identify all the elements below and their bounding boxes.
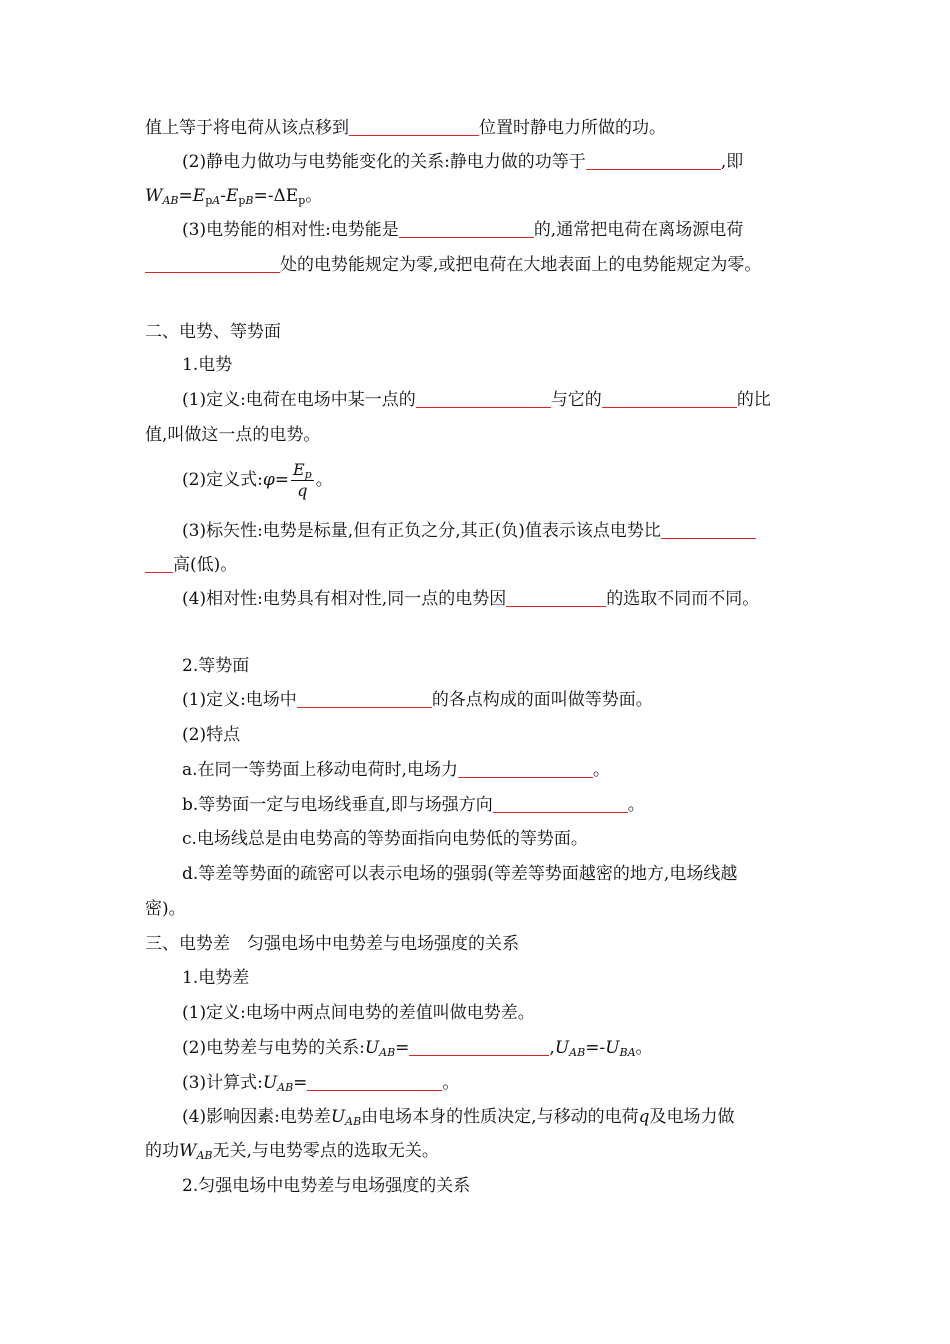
potential-difference-factors: (4)影响因素:电势差$U_{AB}$由电场本身的性质决定,与移动的电荷q及电场力做 — [182, 1107, 735, 1128]
feature-c: c.电场线总是由电势高的等势面指向电势低的等势面。 — [182, 829, 588, 849]
fill-blank[interactable] — [145, 554, 173, 573]
potential-difference-relation: (2)电势差与电势的关系$:U_{AB}= ,U_{AB}=-U_{BA}$。 — [182, 1038, 653, 1059]
feature-a: a.在同一等势面上移动电荷时,电场力 。 — [182, 760, 610, 780]
fill-blank[interactable] — [297, 689, 432, 708]
fill-blank[interactable] — [307, 1072, 442, 1091]
energy-definition-tail: 值上等于将电荷从该点移到 位置时静电力所做的功。 — [145, 118, 666, 138]
equipotential-features: (2)特点 — [182, 725, 241, 745]
fill-blank[interactable] — [586, 151, 721, 170]
fill-blank[interactable] — [602, 389, 737, 408]
potential-formula: (2)定义式:φ= $\frac{E_p}{q}$ 。 — [182, 460, 333, 500]
equipotential-definition: (1)定义:电场中 的各点构成的面叫做等势面。 — [182, 690, 653, 710]
subheading-potential: 1.电势 — [182, 355, 233, 375]
fill-blank[interactable] — [409, 1037, 549, 1056]
energy-relativity-line2: 处的电势能规定为零,或把电荷在大地表面上的电势能规定为零。 — [145, 253, 815, 277]
subheading-equipotential: 2.等势面 — [182, 656, 250, 676]
work-energy-formula: $W_{AB}=E_{pA}-E_{pB}=-\Delta E_p$。 — [145, 186, 323, 207]
fill-blank[interactable] — [416, 389, 551, 408]
subheading-potential-difference: 1.电势差 — [182, 968, 250, 988]
potential-difference-definition: (1)定义:电场中两点间电势的差值叫做电势差。 — [182, 1003, 535, 1023]
fraction-ep-over-q: $\frac{E_p}{q}$ — [292, 460, 312, 500]
feature-d: d.等差等势面的疏密可以表示电场的强弱(等差等势面越密的地方,电场线越 — [182, 864, 738, 884]
potential-relativity: (4)相对性:电势具有相对性,同一点的电势因 的选取不同而不同。 — [182, 589, 760, 609]
fill-blank[interactable] — [506, 588, 606, 607]
potential-definition-line2: 值,叫做这一点的电势。 — [145, 425, 321, 445]
fill-blank[interactable] — [458, 759, 593, 778]
fill-blank[interactable] — [399, 219, 534, 238]
feature-d-line2: 密)。 — [145, 899, 186, 919]
potential-difference-factors-line2: 的功$W_{AB}$无关,与电势零点的选取无关。 — [145, 1141, 439, 1162]
potential-definition: (1)定义:电荷在电场中某一点的 与它的 的比 — [182, 390, 771, 410]
potential-scalar: (3)标矢性:电势是标量,但有正负之分,其正(负)值表示该点电势比 — [182, 519, 852, 543]
subheading-uniform-field: 2.匀强电场中电势差与电场强度的关系 — [182, 1176, 471, 1196]
section-heading-potential-difference: 三、电势差 匀强电场中电势差与电场强度的关系 — [145, 934, 519, 954]
potential-scalar-line2: 高(低)。 — [145, 553, 815, 577]
fill-blank[interactable] — [145, 254, 280, 273]
section-heading-potential: 二、电势、等势面 — [145, 322, 281, 342]
fill-blank[interactable] — [661, 520, 756, 539]
feature-b: b.等势面一定与电场线垂直,即与场强方向 。 — [182, 795, 645, 815]
potential-difference-calc: (3)计算式$:U_{AB}=$ 。 — [182, 1073, 460, 1094]
fill-blank[interactable] — [349, 117, 479, 136]
energy-relativity: (3)电势能的相对性:电势能是 的,通常把电荷在离场源电荷 — [182, 220, 744, 240]
work-energy-relation: (2)静电力做功与电势能变化的关系:静电力做的功等于 ,即 — [182, 152, 744, 172]
fill-blank[interactable] — [493, 794, 628, 813]
